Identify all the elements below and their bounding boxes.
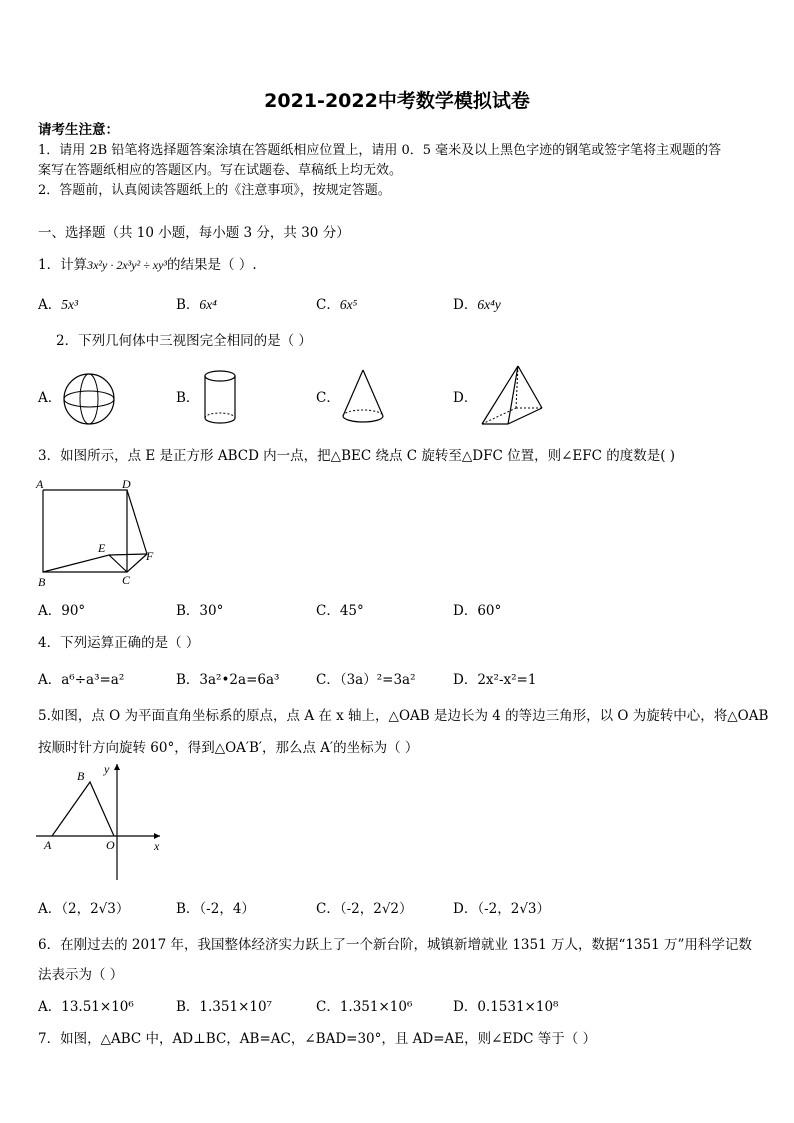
question-3-option-a[interactable]: A．90° bbox=[38, 603, 86, 619]
question-2-option-d[interactable]: D． bbox=[453, 390, 478, 406]
question-2-option-c[interactable]: C． bbox=[316, 390, 340, 406]
label-C: C bbox=[122, 573, 131, 587]
question-1-stem bbox=[38, 256, 257, 274]
question-6-line-2: 法表示为（ ） bbox=[38, 967, 124, 983]
notice-heading: 请考生注意： bbox=[38, 122, 119, 138]
question-6-option-a[interactable]: A．13.51×10⁶ bbox=[38, 999, 134, 1015]
question-1-option-c[interactable]: C．6x⁵ bbox=[316, 297, 358, 313]
question-3-option-c[interactable]: C．45° bbox=[316, 603, 364, 619]
notice-line-2: 案写在答题纸相应的答题区内。写在试题卷、草稿纸上均无效。 bbox=[38, 163, 403, 178]
question-5-option-a[interactable]: A．（2，2√3） bbox=[38, 901, 130, 917]
question-6-line-1: 6．在刚过去的 2017 年，我国整体经济实力跃上了一个新台阶，城镇新增就业 1351 万人，数据“1351 万”用科学记数 bbox=[38, 937, 752, 953]
question-1-option-d[interactable]: D．6x⁴y bbox=[453, 297, 501, 313]
label-O: O bbox=[106, 838, 115, 852]
exam-title: 2021-2022中考数学模拟试卷 bbox=[264, 90, 530, 112]
question-5-option-c[interactable]: C．（-2，2√2） bbox=[316, 901, 413, 917]
question-2-stem: 2．下列几何体中三视图完全相同的是（ ） bbox=[56, 333, 312, 349]
label-A: A bbox=[36, 477, 44, 491]
question-4-option-c[interactable]: C．（3a）²=3a² bbox=[316, 672, 416, 688]
question-5-option-d[interactable]: D．（-2，2√3） bbox=[453, 901, 551, 917]
question-1-suffix: 的结果是（ ）. bbox=[167, 257, 257, 273]
label-F: F bbox=[146, 549, 154, 563]
question-4-option-a[interactable]: A．a⁶÷a³=a² bbox=[38, 672, 125, 688]
label-B: B bbox=[38, 575, 46, 589]
question-4-option-d[interactable]: D．2x²-x²=1 bbox=[453, 672, 537, 688]
question-3-option-d[interactable]: D．60° bbox=[453, 603, 502, 619]
question-6-option-b[interactable]: B．1.351×10⁷ bbox=[176, 999, 272, 1015]
question-1-expression: 3x²y · 2x³y² ÷ xy³ bbox=[87, 258, 168, 272]
question-6-option-d[interactable]: D．0.1531×10⁸ bbox=[453, 999, 559, 1015]
question-1-option-b[interactable]: B．6x⁴ bbox=[176, 297, 217, 313]
square-rotation-figure bbox=[34, 478, 164, 590]
label-D: D bbox=[122, 477, 131, 491]
pyramid-figure bbox=[478, 364, 548, 430]
label-y: y bbox=[104, 762, 110, 776]
question-3-option-b[interactable]: B．30° bbox=[176, 603, 224, 619]
question-3-stem: 3．如图所示，点 E 是正方形 ABCD 内一点，把△BEC 绕点 C 旋转至△DFC 位置，则∠EFC 的度数是( ) bbox=[38, 448, 676, 464]
label-E: E bbox=[98, 541, 106, 555]
notice-line-1: 1．请用 2B 铅笔将选择题答案涂填在答题纸相应位置上，请用 0．5 毫米及以上黑色字迹的钢笔或签字笔将主观题的答 bbox=[38, 143, 722, 158]
question-1-option-a[interactable]: A．5x³ bbox=[38, 297, 79, 313]
sphere-figure bbox=[62, 372, 116, 426]
coordinate-triangle-figure bbox=[34, 760, 170, 884]
question-4-stem: 4．下列运算正确的是（ ） bbox=[38, 635, 200, 651]
question-5-line-2: 按顺时针方向旋转 60°，得到△OA′B′，那么点 A′的坐标为（ ） bbox=[38, 740, 419, 756]
cone-figure bbox=[340, 368, 388, 430]
question-2-option-a[interactable]: A． bbox=[38, 390, 62, 406]
question-4-option-b[interactable]: B．3a²•2a=6a³ bbox=[176, 672, 280, 688]
label-A: A bbox=[44, 838, 52, 852]
question-5-line-1: 5.如图，点 O 为平面直角坐标系的原点，点 A 在 x 轴上，△OAB 是边长为 4 的等边三角形，以 O 为旋转中心，将△OAB bbox=[38, 708, 769, 724]
label-x: x bbox=[154, 839, 160, 853]
question-7-stem: 7．如图，△ABC 中，AD⊥BC，AB=AC，∠BAD=30°，且 AD=AE，则∠EDC 等于（ ） bbox=[38, 1031, 597, 1047]
question-6-option-c[interactable]: C．1.351×10⁶ bbox=[316, 999, 413, 1015]
cylinder-figure bbox=[202, 368, 242, 430]
notice-line-3: 2．答题前，认真阅读答题纸上的《注意事项》，按规定答题。 bbox=[38, 183, 391, 198]
question-5-option-b[interactable]: B．（-2，4） bbox=[176, 901, 255, 917]
question-1-prefix: 1．计算 bbox=[38, 257, 88, 273]
label-B: B bbox=[77, 769, 85, 783]
section-heading: 一、选择题（共 10 小题，每小题 3 分，共 30 分） bbox=[38, 225, 350, 241]
question-2-option-b[interactable]: B． bbox=[176, 390, 200, 406]
